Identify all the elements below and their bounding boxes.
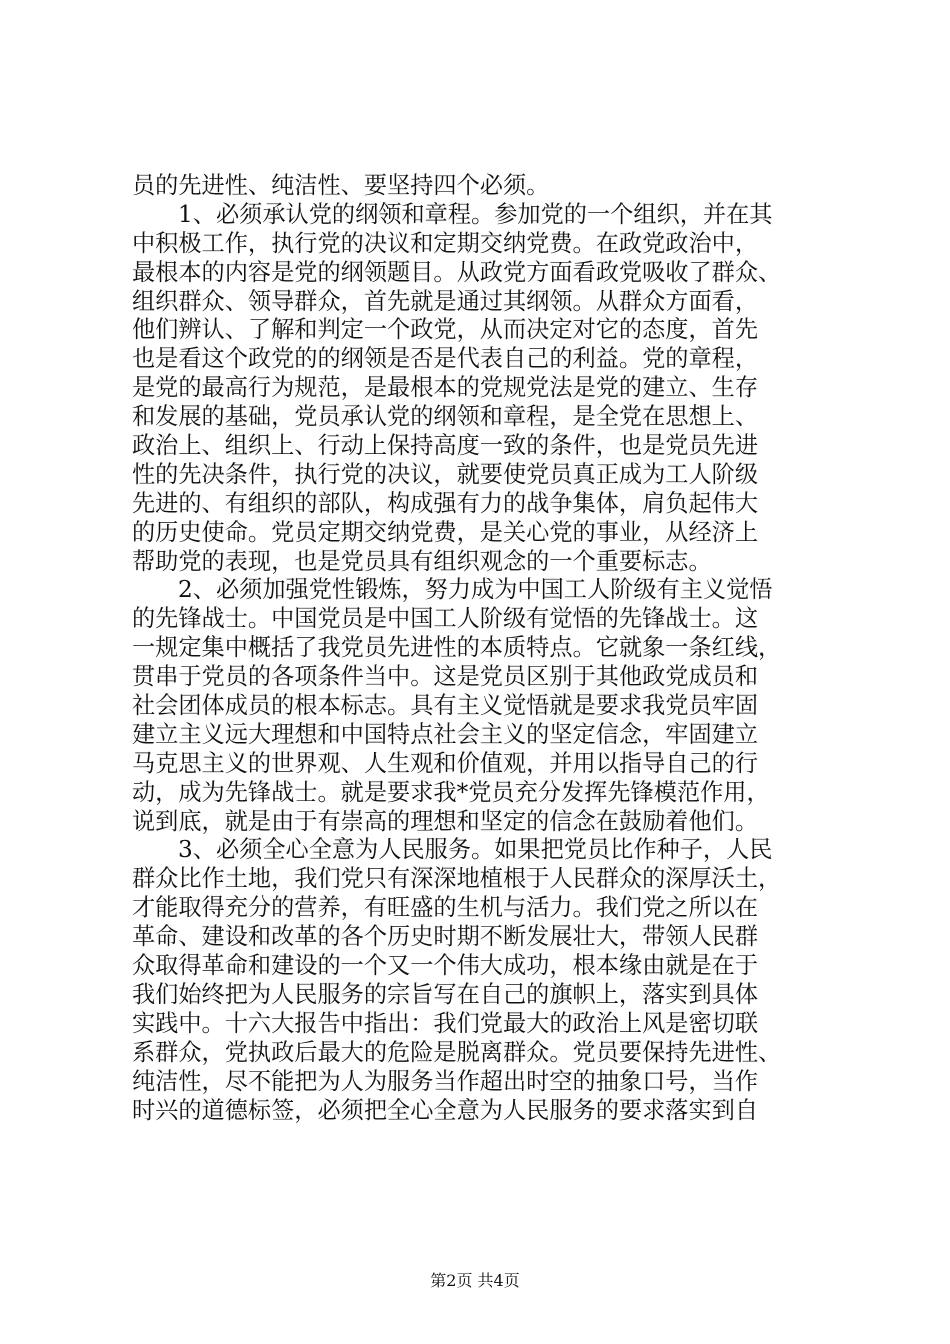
text-line: 员的先进性、纯洁性、要坚持四个必须。 [132,172,550,199]
text-line: 才能取得充分的营养，有旺盛的生机与活力。我们党之所以在 [132,894,759,922]
text-line: 马克思主义的世界观、人生观和价值观，并用以指导自己的行 [132,749,759,777]
text-line: 政治上、组织上、行动上保持高度一致的条件，也是党员先进 [132,432,759,460]
text-line: 的先锋战士。中国党员是中国工人阶级有觉悟的先锋战士。这 [132,605,759,633]
text-line: 性的先决条件，执行党的决议，就要使党员真正成为工人阶级 [132,460,759,488]
text-line: 他们辨认、了解和判定一个政党，从而决定对它的态度，首先 [132,316,759,344]
text-line: 最根本的内容是党的纲领题目。从政党方面看政党吸收了群众、 [132,258,782,286]
text-line-paragraph-start: 1、必须承认党的纲领和章程。参加党的一个组织，并在其 [178,200,773,228]
text-line: 革命、建设和改革的各个历史时期不断发展壮大，带领人民群 [132,923,759,951]
text-line: 建立主义远大理想和中国特点社会主义的坚定信念，牢固建立 [132,720,759,748]
text-line: 组织群众、领导群众，首先就是通过其纲领。从群众方面看， [132,287,759,315]
text-line: 我们始终把为人民服务的宗旨写在自己的旗帜上，落实到具体 [132,980,759,1008]
text-line: 实践中。十六大报告中指出：我们党最大的政治上风是密切联 [132,1009,759,1037]
text-line: 帮助党的表现，也是党员具有组织观念的一个重要标志。 [132,547,712,575]
text-line: 中积极工作，执行党的决议和定期交纳党费。在政党政治中， [132,229,759,257]
text-line: 时兴的道德标签，必须把全心全意为人民服务的要求落实到自 [132,1096,759,1124]
text-line: 贯串于党员的各项条件当中。这是党员区别于其他政党成员和 [132,663,759,691]
text-line: 社会团体成员的根本标志。具有主义觉悟就是要求我党员牢固 [132,692,759,720]
text-line: 也是看这个政党的的纲领是否是代表自己的利益。党的章程， [132,345,759,373]
text-line: 一规定集中概括了我党员先进性的本质特点。它就象一条红线， [132,634,782,662]
text-line-paragraph-start: 2、必须加强党性锻炼，努力成为中国工人阶级有主义觉悟 [178,576,773,604]
text-line: 说到底，就是由于有崇高的理想和坚定的信念在鼓励着他们。 [132,807,759,835]
text-line: 众取得革命和建设的一个又一个伟大成功，根本缘由就是在于 [132,952,759,980]
text-line: 的历史使命。党员定期交纳党费，是关心党的事业，从经济上 [132,518,759,546]
text-line-paragraph-start: 3、必须全心全意为人民服务。如果把党员比作种子，人民 [178,836,773,864]
text-line: 群众比作土地，我们党只有深深地植根于人民群众的深厚沃土， [132,865,782,893]
document-body [132,172,828,1125]
text-line: 动，成为先锋战士。就是要求我*党员充分发挥先锋模范作用， [132,778,770,806]
page-footer-page-number: 第2页 共4页 [430,1271,520,1290]
text-line: 纯洁性，尽不能把为人为服务当作超出时空的抽象口号，当作 [132,1067,759,1095]
text-line: 和发展的基础，党员承认党的纲领和章程，是全党在思想上、 [132,403,759,431]
text-line: 先进的、有组织的部队，构成强有力的战争集体，肩负起伟大 [132,489,759,517]
text-line: 系群众，党执政后最大的危险是脱离群众。党员要保持先进性、 [132,1038,782,1066]
text-line: 是党的最高行为规范，是最根本的党规党法是党的建立、生存 [132,374,759,402]
